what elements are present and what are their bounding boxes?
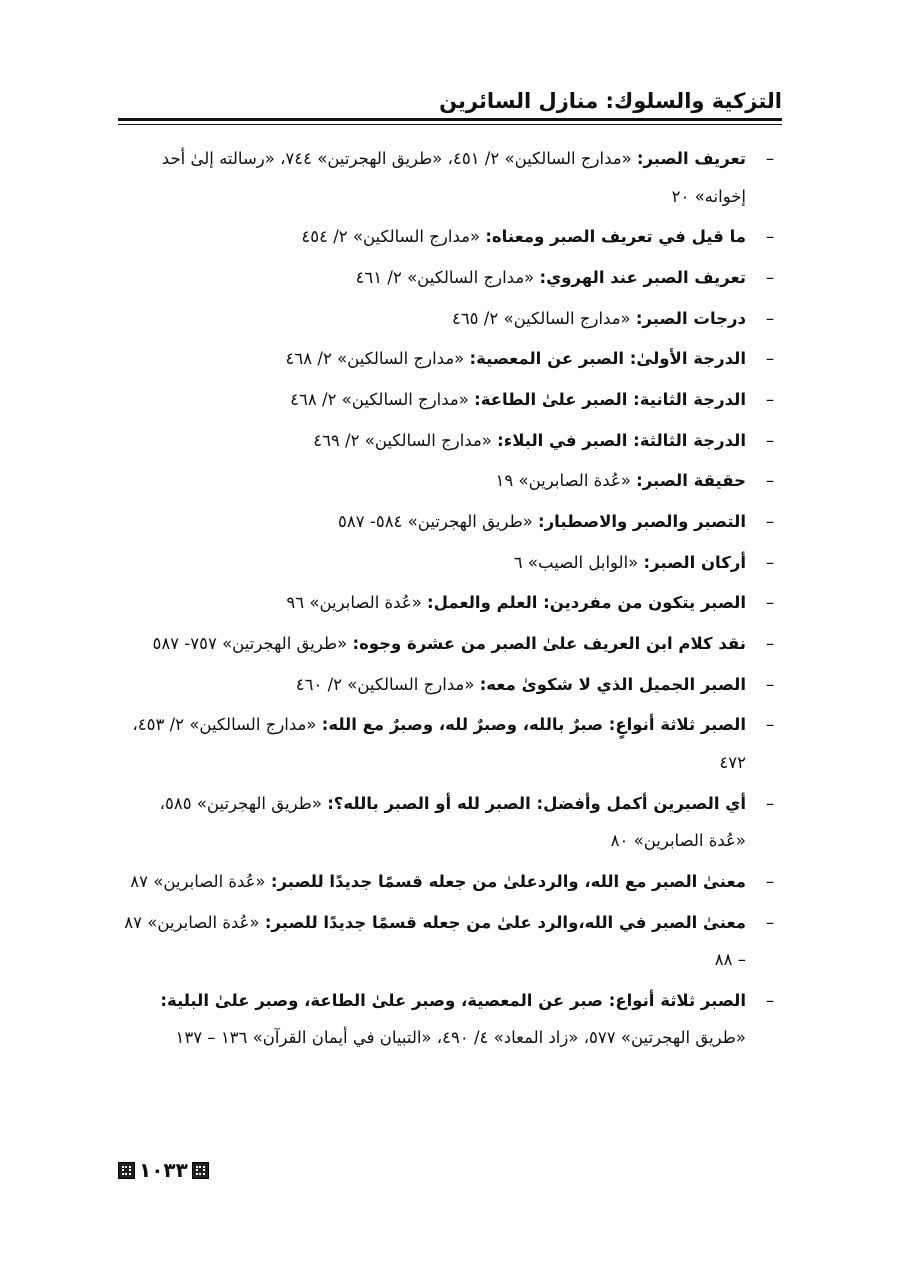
entry-dash: – xyxy=(765,634,775,654)
header-rule-thick xyxy=(118,118,782,121)
entry-dash: – xyxy=(765,871,775,891)
entry-refs: «مدارج السالكين» ٢/ ٤٦٥ xyxy=(451,308,636,328)
index-entry xyxy=(118,503,780,541)
entry-refs: «طريق الهجرتين» ٥٧٧، «زاد المعاد» ٤/ ٤٩٠، «التبيان في أيمان القرآن» ١٣٦ – ١٣٧ xyxy=(175,1028,746,1048)
entry-topic: الدرجة الثانية: الصبر علىٰ الطاعة: xyxy=(474,389,746,409)
entry-dash: – xyxy=(765,512,775,531)
entry-refs: «عُدة الصابرين» ٨٧ – ٨٨ xyxy=(124,912,746,969)
index-entry xyxy=(118,422,780,460)
entry-topic: الدرجة الأولىٰ: الصبر عن المعصية: xyxy=(469,349,746,369)
entry-refs: «عُدة الصابرين» ١٩ xyxy=(495,471,637,491)
entry-dash: – xyxy=(765,912,775,932)
index-entry xyxy=(118,140,780,215)
index-entry xyxy=(118,218,780,256)
entry-topic: أركان الصبر: xyxy=(643,552,746,572)
entry-refs: «مدارج السالكين» ٢/ ٤٥٣، ٤٧٢ xyxy=(132,715,746,772)
index-entry xyxy=(118,544,780,582)
ornament-left-icon xyxy=(118,1162,135,1179)
page-number: ١٠٣٣ xyxy=(139,1158,188,1182)
entry-refs: «طريق الهجرتين» ٥٨٤- ٥٨٧ xyxy=(338,512,539,531)
entry-refs: «عُدة الصابرين» ٨٧ xyxy=(130,871,271,891)
index-entry xyxy=(118,259,780,297)
entry-topic: ما قيل في تعريف الصبر ومعناه: xyxy=(485,227,746,247)
index-entry xyxy=(118,982,780,1057)
entry-dash: – xyxy=(765,389,775,409)
entry-refs: «مدارج السالكين» ٢/ ٤٥١، «طريق الهجرتين» ٧٤٤، «رسالته إلىٰ أحد إخوانه» ٢٠ xyxy=(161,149,746,206)
index-entry xyxy=(118,904,780,979)
index-entry xyxy=(118,666,780,704)
entry-refs: «مدارج السالكين» ٢/ ٤٦٠ xyxy=(295,674,480,694)
entry-topic: حقيقة الصبر: xyxy=(636,471,746,491)
entry-topic: التصبر والصبر والاصطبار: xyxy=(538,512,746,531)
entry-topic: الصبر الجميل الذي لا شكوىٰ معه: xyxy=(479,674,746,694)
entry-topic: أي الصبرين أكمل وأفضل: الصبر لله أو الصبر بالله؟: xyxy=(327,793,746,813)
header-title: التزكية والسلوك: منازل السائرين xyxy=(439,89,782,113)
index-entries xyxy=(118,140,780,1060)
entry-topic: الصبر ثلاثة أنواع: صبر عن المعصية، وصبر علىٰ الطاعة، وصبر علىٰ البلية: xyxy=(160,990,746,1010)
entry-dash: – xyxy=(765,674,775,694)
entry-refs: «عُدة الصابرين» ٩٦ xyxy=(286,593,428,613)
index-entry xyxy=(118,584,780,622)
entry-topic: الصبر ثلاثة أنواعٍ: صبرٌ بالله، وصبرٌ لله، وصبرٌ مع الله: xyxy=(321,715,746,735)
ornament-right-icon xyxy=(192,1162,209,1179)
entry-refs: «مدارج السالكين» ٢/ ٤٦١ xyxy=(355,267,540,287)
page-footer xyxy=(118,1156,209,1184)
entry-dash: – xyxy=(765,349,775,369)
entry-dash: – xyxy=(765,149,775,168)
running-header xyxy=(118,86,782,122)
entry-refs: «مدارج السالكين» ٢/ ٤٦٨ xyxy=(285,349,470,369)
entry-dash: – xyxy=(765,227,775,247)
entry-dash: – xyxy=(765,793,775,813)
index-entry xyxy=(118,863,780,901)
entry-dash: – xyxy=(765,990,775,1010)
entry-topic: الصبر يتكون من مفردين: العلم والعمل: xyxy=(427,593,746,613)
header-rule-thin xyxy=(118,124,782,125)
index-entry xyxy=(118,625,780,663)
entry-refs: «طريق الهجرتين» ٥٨٥، «عُدة الصابرين» ٨٠ xyxy=(159,793,746,851)
entry-refs: «مدارج السالكين» ٢/ ٤٥٤ xyxy=(301,227,486,247)
entry-topic: تعريف الصبر: xyxy=(636,149,746,168)
entry-dash: – xyxy=(765,715,775,735)
entry-dash: – xyxy=(765,552,775,572)
entry-dash: – xyxy=(765,471,775,491)
entry-topic: تعريف الصبر عند الهروي: xyxy=(539,267,746,287)
entry-refs: «مدارج السالكين» ٢/ ٤٦٩ xyxy=(313,430,498,450)
entry-dash: – xyxy=(765,308,775,328)
entry-topic: معنىٰ الصبر مع الله، والردعلىٰ من جعله قسمًا جديدًا للصبر: xyxy=(270,871,746,891)
index-entry xyxy=(118,340,780,378)
entry-topic: نقد كلام ابن العريف علىٰ الصبر من عشرة وجوه: xyxy=(352,634,746,654)
index-entry xyxy=(118,785,780,860)
entry-refs: «طريق الهجرتين» ٧٥٧- ٥٨٧ xyxy=(152,634,353,654)
index-entry xyxy=(118,462,780,500)
index-entry xyxy=(118,706,780,781)
entry-dash: – xyxy=(765,593,775,613)
entry-dash: – xyxy=(765,430,775,450)
entry-topic: درجات الصبر: xyxy=(635,308,746,328)
entry-dash: – xyxy=(765,267,775,287)
entry-topic: معنىٰ الصبر في الله،والرد علىٰ من جعله قسمًا جديدًا للصبر: xyxy=(264,912,746,932)
entry-refs: «مدارج السالكين» ٢/ ٤٦٨ xyxy=(290,389,475,409)
entry-refs: «الوابل الصيب» ٦ xyxy=(513,552,644,572)
index-entry xyxy=(118,381,780,419)
entry-topic: الدرجة الثالثة: الصبر في البلاء: xyxy=(497,430,746,450)
index-entry xyxy=(118,300,780,338)
